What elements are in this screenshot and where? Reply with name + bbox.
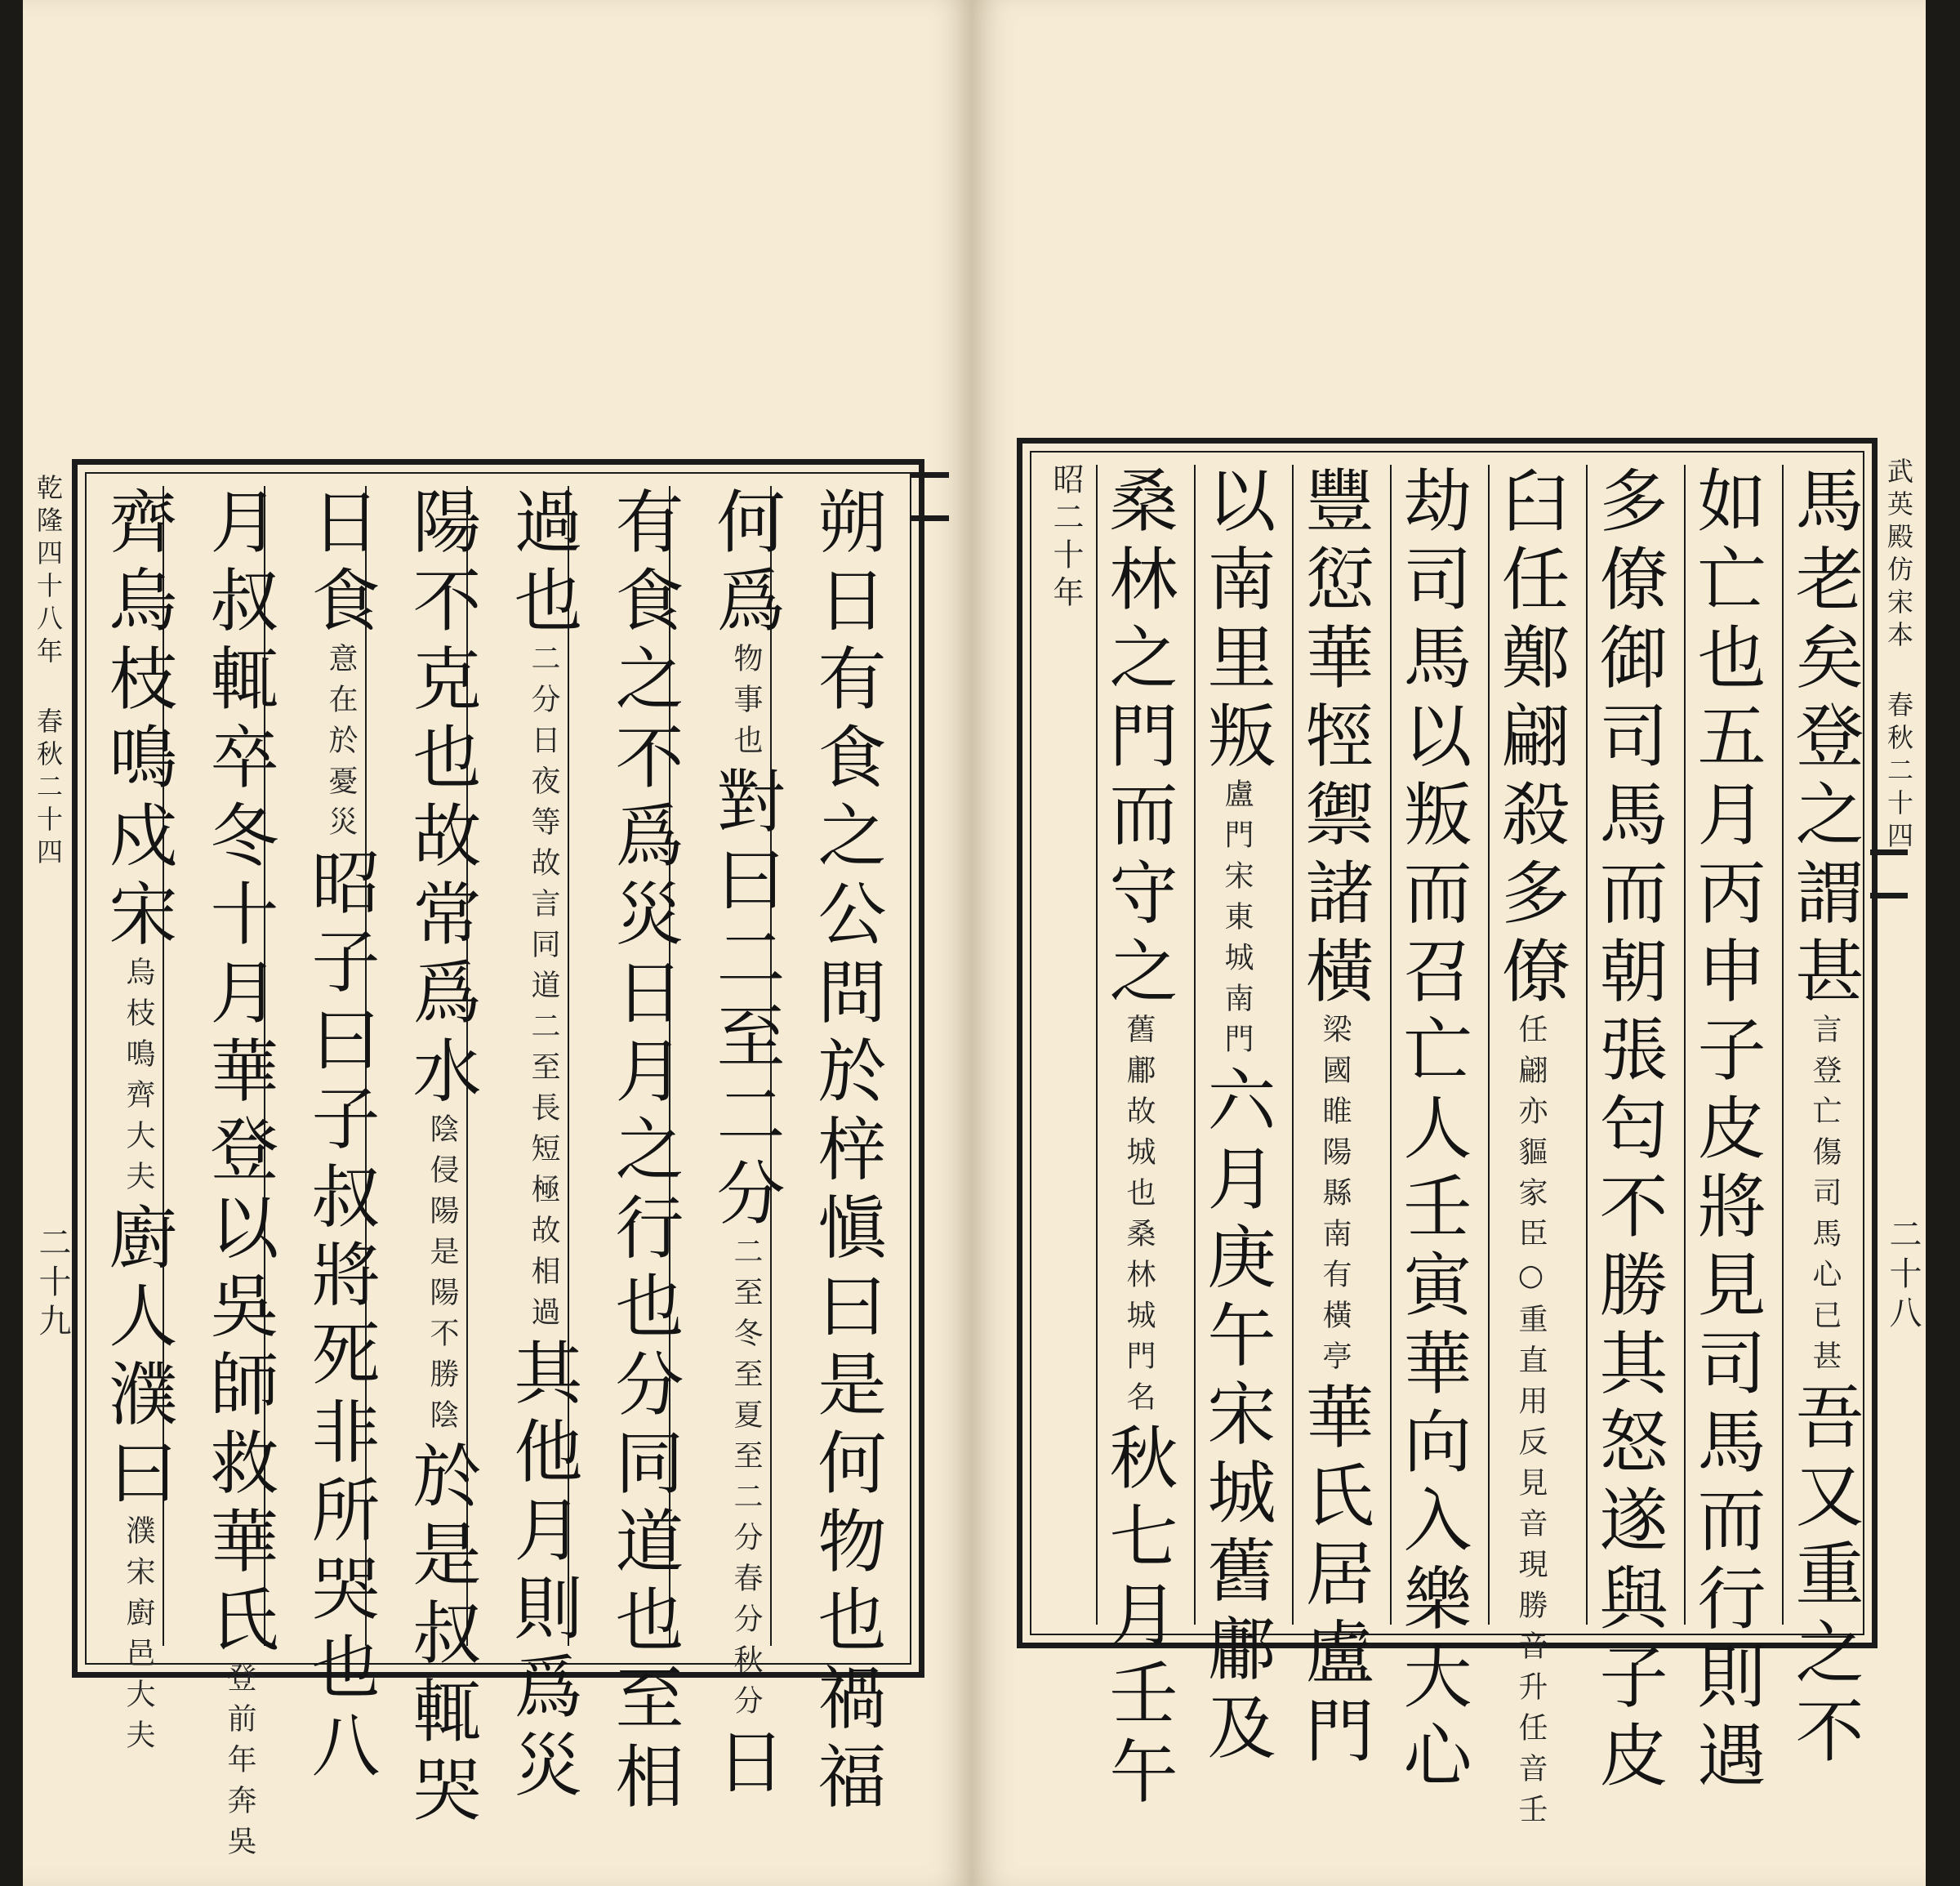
text-column: 有食之不爲災日月之行也分同道也至相 xyxy=(604,486,684,1819)
page-number: 二十九 xyxy=(33,1225,71,1343)
text-column: 陽不克也故常爲水陰侵陽是陽不勝陰於是叔輒哭 xyxy=(402,486,482,1832)
column-rule xyxy=(1782,465,1784,1625)
column-rule xyxy=(1586,465,1588,1625)
text-column: 劫司馬以叛而召亡人壬寅華向入樂大心 xyxy=(1392,465,1472,1798)
fishtail-mark xyxy=(911,472,949,521)
column-rule xyxy=(1684,465,1686,1625)
fishtail-mark xyxy=(1870,849,1908,898)
text-column: 臼任鄭翩殺多僚任翩亦貙家臣○重直用反見音現勝音升任音壬 xyxy=(1490,465,1570,1835)
text-column: 多僚御司馬而朝張匄不勝其怒遂與子皮 xyxy=(1588,465,1668,1798)
column-rule xyxy=(1292,465,1294,1625)
text-column: 以南里叛盧門宋東城南門六月庚午宋城舊鄘及 xyxy=(1196,465,1276,1770)
text-column: 朔日有食之公問於梓愼曰是何物也禍福 xyxy=(807,486,887,1819)
left-text-frame xyxy=(72,459,924,1866)
text-column: 豐愆華牼禦諸橫梁國睢陽縣南有橫亭華氏居盧門 xyxy=(1294,465,1374,1773)
year-label: 昭二十年 xyxy=(1048,463,1084,613)
left-page xyxy=(23,0,972,1886)
right-page xyxy=(972,0,1926,1886)
text-column: 過也二分日夜等故言同道二至長短極故相過其他月則爲災 xyxy=(503,486,583,1808)
column-rule xyxy=(1390,465,1392,1625)
text-column: 齊烏枝鳴戍宋烏枝鳴齊大夫廚人濮曰濮宋廚邑大夫 xyxy=(98,486,178,1760)
text-column: 馬老矣登之謂甚言登亡傷司馬心已甚吾又重之不 xyxy=(1784,465,1864,1773)
text-column: 日食意在於憂災昭子曰子叔將死非所哭也八 xyxy=(301,486,381,1788)
center-edition-label: 乾隆四十八年 春秋二十四 xyxy=(33,474,64,871)
column-rule xyxy=(1194,465,1196,1625)
text-column: 月叔輒卒冬十月華登以吳師救華氏登前年奔吳 xyxy=(199,486,279,1866)
right-text-frame xyxy=(1017,438,1878,1835)
text-column: 何爲物事也對曰二至二分二至冬至夏至二分春分秋分日 xyxy=(706,486,786,1804)
column-rule xyxy=(1488,465,1490,1625)
page-number: 二十八 xyxy=(1884,1217,1922,1335)
column-rule xyxy=(1096,465,1098,1625)
text-column: 桑林之門而守之舊鄘故城也桑林城門名秋七月壬午 xyxy=(1098,465,1178,1814)
text-column: 如亡也五月丙申子皮將見司馬而行則遇 xyxy=(1686,465,1766,1798)
center-edition-label: 武英殿仿宋本 春秋二十四 xyxy=(1883,457,1914,854)
